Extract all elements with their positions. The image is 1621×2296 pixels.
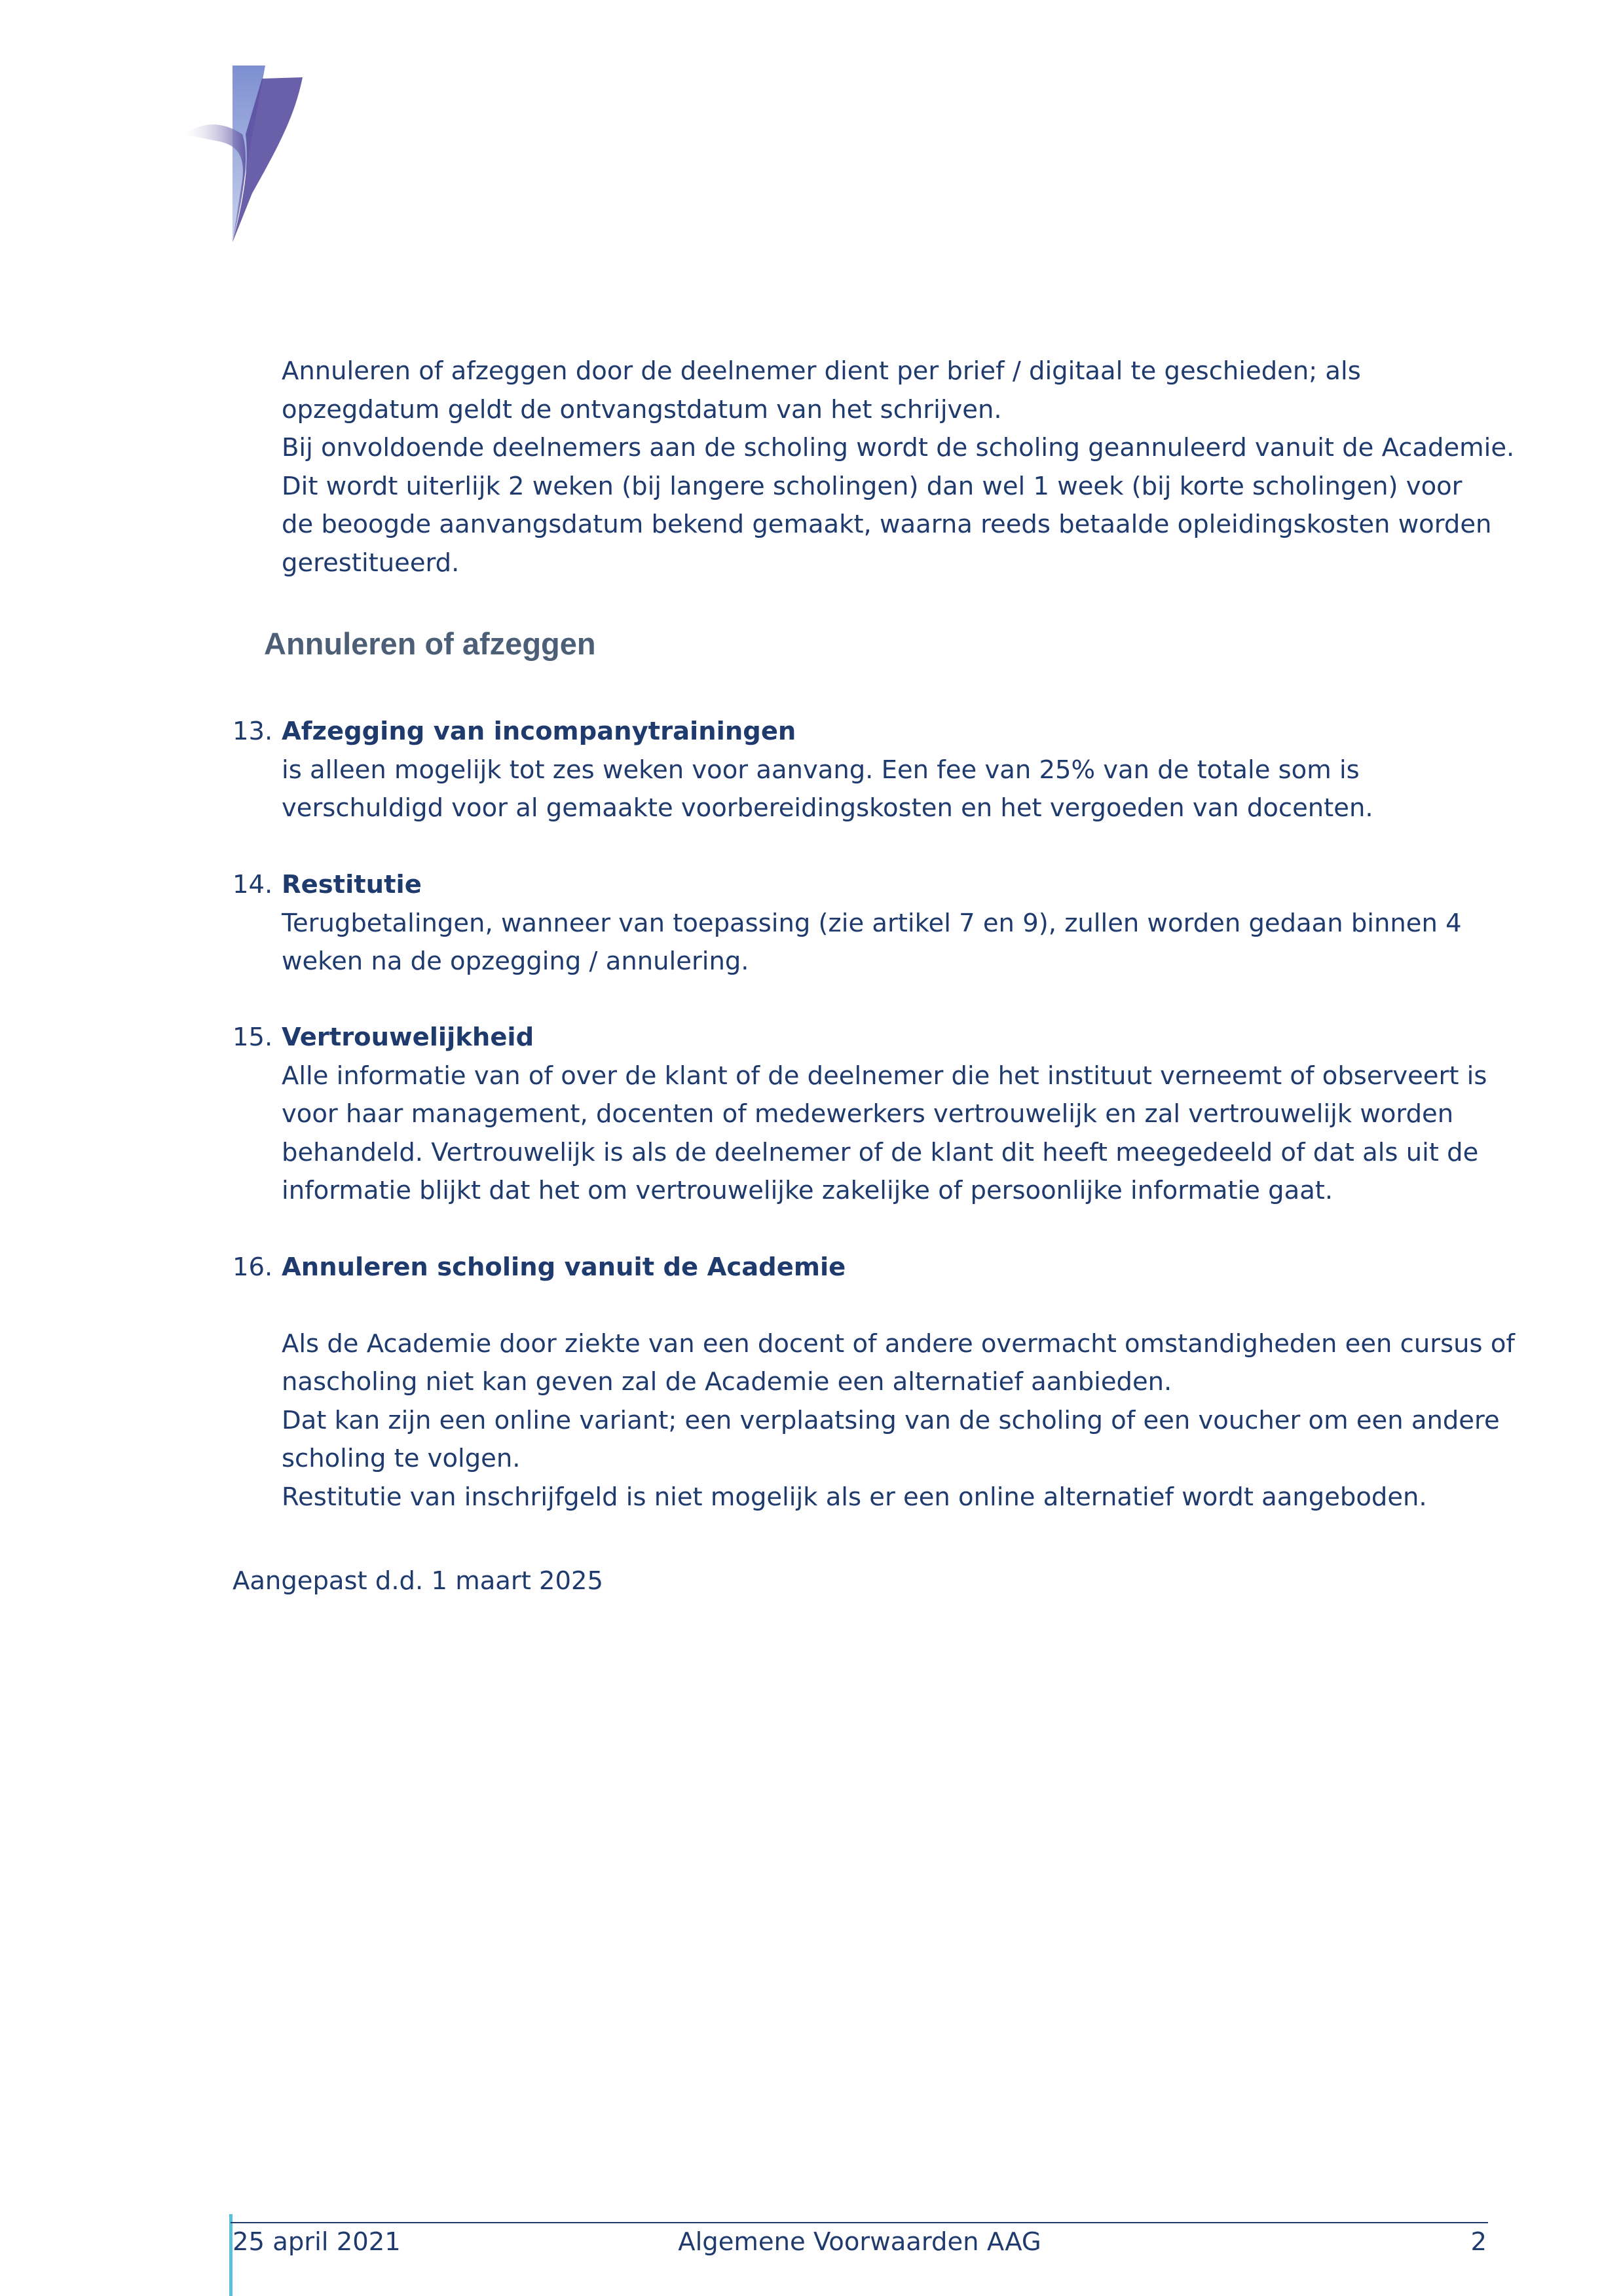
text-line: opzegdatum geldt de ontvangstdatum van het schrijven. (282, 394, 1002, 424)
revision-note: Aangepast d.d. 1 maart 2025 (233, 1566, 604, 1596)
footer-title: Algemene Voorwaarden AAG (678, 2227, 1041, 2257)
text-line: weken na de opzegging / annulering. (282, 947, 749, 976)
text-line: nascholing niet kan geven zal de Academie een alternatief aanbieden. (282, 1367, 1172, 1397)
text-line: informatie blijkt dat het om vertrouwelijke zakelijke of persoonlijke informatie gaat. (282, 1176, 1333, 1205)
article-number: 13. (233, 717, 273, 746)
page-number: 2 (1470, 2227, 1487, 2257)
text-line: verschuldigd voor al gemaakte voorbereidingskosten en het vergoeden van docenten. (282, 793, 1373, 823)
text-line: scholing te volgen. (282, 1444, 521, 1473)
text-line: Als de Academie door ziekte van een docent of andere overmacht omstandigheden een cursus of (282, 1328, 1515, 1359)
article-title: Restitutie (282, 870, 422, 899)
text-line: Terugbetalingen, wanneer van toepassing (zie artikel 7 en 9), zullen worden gedaan binnen 4 (282, 908, 1462, 938)
article-number: 15. (233, 1023, 273, 1052)
text-line: voor haar management, docenten of medewerkers vertrouwelijk en zal vertrouwelijk worden (282, 1099, 1454, 1129)
footer-date: 25 april 2021 (233, 2227, 401, 2257)
article-16 (233, 1249, 1515, 1516)
footer-divider (231, 2222, 1488, 2223)
article-number: 14. (233, 870, 273, 899)
article-15 (233, 1019, 1490, 1211)
article-title: Annuleren scholing vanuit de Academie (282, 1252, 846, 1282)
intro-paragraph (282, 352, 1515, 582)
article-title: Vertrouwelijkheid (282, 1023, 534, 1052)
text-line: gerestitueerd. (282, 548, 460, 578)
text-line: Restitutie van inschrijfgeld is niet mogelijk als er een online alternatief wordt aangeboden. (282, 1482, 1427, 1512)
logo-icon (183, 62, 308, 246)
section-title: Annuleren of afzeggen (264, 626, 596, 661)
text-line: is alleen mogelijk tot zes weken voor aanvang. Een fee van 25% van de totale som is (282, 755, 1360, 785)
text-line: de beoogde aanvangsdatum bekend gemaakt, waarna reeds betaalde opleidingskosten worden (282, 510, 1492, 539)
text-line: Annuleren of afzeggen door de deelnemer dient per brief / digitaal te geschieden; als (282, 356, 1361, 386)
article-number: 16. (233, 1252, 273, 1282)
article-14 (233, 866, 1490, 981)
page-footer (233, 2226, 1487, 2259)
text-line: behandeld. Vertrouwelijk is als de deelnemer of de klant dit heeft meegedeeld of dat als uit de (282, 1137, 1479, 1167)
text-line: Dit wordt uiterlijk 2 weken (bij langere scholingen) dan wel 1 week (bij korte scholingen) voor (282, 471, 1463, 501)
text-line: Alle informatie van of over de klant of de deelnemer die het instituut verneemt of observeert is (282, 1061, 1487, 1091)
text-line: Bij onvoldoende deelnemers aan de scholing wordt de scholing geannuleerd vanuit de Academie. (282, 433, 1515, 462)
text-line: Dat kan zijn een online variant; een verplaatsing van de scholing of een voucher om een andere (282, 1405, 1500, 1435)
article-13 (233, 713, 1490, 828)
article-title: Afzegging van incompanytrainingen (282, 717, 796, 746)
